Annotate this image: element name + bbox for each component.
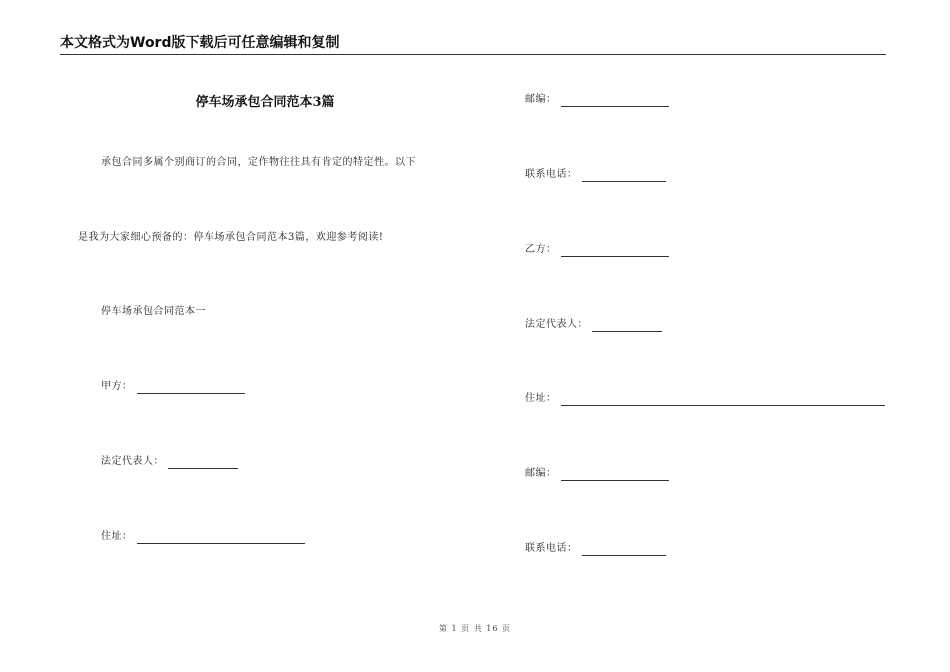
field-label: 住址：: [525, 393, 557, 404]
party-b-blank: [561, 245, 669, 257]
field-label: 联系电话：: [525, 169, 578, 180]
party-a-address-field: [101, 530, 305, 544]
field-label: 邮编：: [525, 468, 557, 479]
field-label: 乙方：: [525, 244, 557, 255]
party-a-phone-field: [525, 168, 666, 182]
page-header: 本文格式为Word版下载后可任意编辑和复制: [60, 34, 886, 55]
document-title: 停车场承包合同范本3篇: [195, 95, 335, 110]
field-label: 甲方：: [101, 381, 133, 392]
field-label: 法定代表人：: [101, 456, 164, 467]
party-a-address-blank: [137, 532, 305, 544]
party-b-postcode-field: [525, 467, 669, 481]
party-b-field: [525, 243, 669, 257]
party-b-representative-blank: [592, 320, 662, 332]
party-a-field: [101, 380, 245, 394]
party-a-postcode-blank: [561, 95, 669, 107]
party-b-address-blank: [561, 394, 885, 406]
party-b-representative-field: [525, 318, 662, 332]
page-footer: 第 1 页 共 16 页: [439, 624, 511, 633]
party-b-address-field: [525, 392, 885, 406]
party-a-representative-blank: [168, 457, 238, 469]
field-label: 住址：: [101, 531, 133, 542]
field-label: 邮编：: [525, 94, 557, 105]
party-a-blank: [137, 382, 245, 394]
party-a-phone-blank: [582, 170, 666, 182]
party-b-phone-field: [525, 542, 666, 556]
intro-paragraph-line-1: 承包合同多属个别商订的合同，定作物往往具有肯定的特定性。以下: [101, 157, 416, 168]
party-b-phone-blank: [582, 544, 666, 556]
party-a-postcode-field: [525, 93, 669, 107]
field-label: 法定代表人：: [525, 319, 588, 330]
party-b-postcode-blank: [561, 469, 669, 481]
intro-paragraph-line-2: 是我为大家细心预备的：停车场承包合同范本3篇，欢迎参考阅读!: [78, 232, 384, 243]
party-a-representative-field: [101, 455, 238, 469]
field-label: 联系电话：: [525, 543, 578, 554]
section-title: 停车场承包合同范本一: [101, 306, 206, 317]
